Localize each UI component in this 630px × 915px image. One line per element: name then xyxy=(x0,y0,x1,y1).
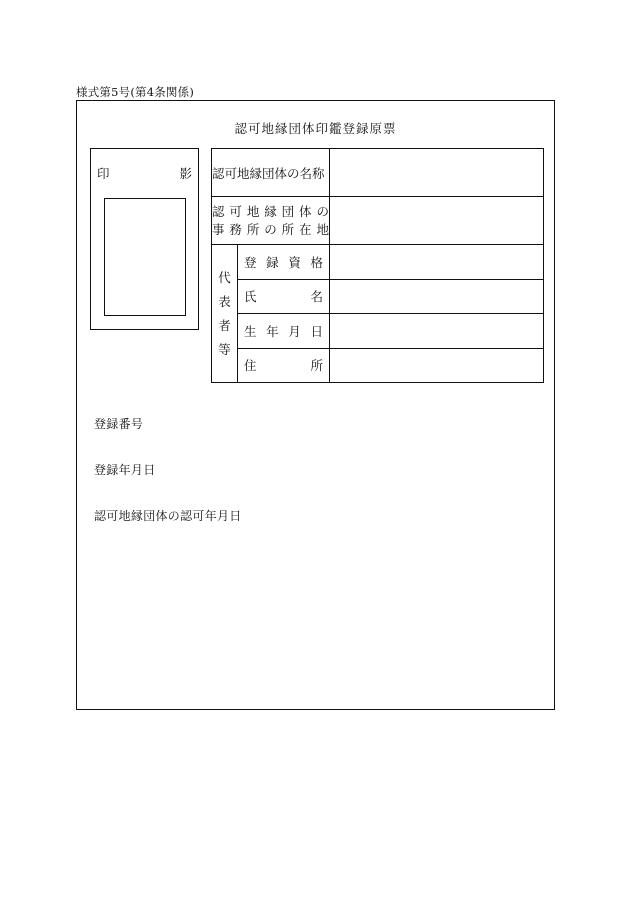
form-frame xyxy=(76,100,555,710)
rep-name-row xyxy=(212,279,544,314)
address-row xyxy=(212,197,544,245)
seal-stamp-area[interactable] xyxy=(104,198,186,316)
rep-address-label: 住 所 xyxy=(238,348,330,383)
approval-date-label: 認可地縁団体の認可年月日 xyxy=(94,509,242,523)
registration-date-label: 登録年月日 xyxy=(94,463,156,477)
representative-label: 代 表 者 等 xyxy=(212,245,238,383)
registration-info-table xyxy=(211,148,544,383)
rep-name-label: 氏 名 xyxy=(238,279,330,314)
birthdate-value-cell[interactable] xyxy=(330,314,544,349)
qualification-value-cell[interactable] xyxy=(330,245,544,280)
seal-impression-box xyxy=(90,148,199,330)
form-title: 認可地縁団体印鑑登録原票 xyxy=(234,121,397,136)
seal-label-right: 影 xyxy=(179,166,192,181)
birthdate-label: 生 年 月 日 xyxy=(238,314,330,349)
address-label xyxy=(212,197,330,245)
name-row xyxy=(212,149,544,197)
qualification-label: 登 録 資 格 xyxy=(238,245,330,280)
birthdate-row xyxy=(212,314,544,349)
qualification-row xyxy=(212,245,544,280)
address-value-cell[interactable] xyxy=(330,197,544,245)
seal-label-left: 印 xyxy=(97,166,110,181)
rep-address-row xyxy=(212,348,544,383)
address-label-line2: 事 務 所 の 所 在 地 xyxy=(212,221,329,237)
name-label: 認可地縁団体の名称 xyxy=(212,149,330,197)
form-number: 様式第5号(第4条関係) xyxy=(76,85,195,99)
name-value-cell[interactable] xyxy=(330,149,544,197)
registration-number-label: 登録番号 xyxy=(94,417,144,431)
address-label-line1: 認 可 地 縁 団 体 の xyxy=(212,203,329,219)
rep-address-value-cell[interactable] xyxy=(330,348,544,383)
rep-name-value-cell[interactable] xyxy=(330,279,544,314)
